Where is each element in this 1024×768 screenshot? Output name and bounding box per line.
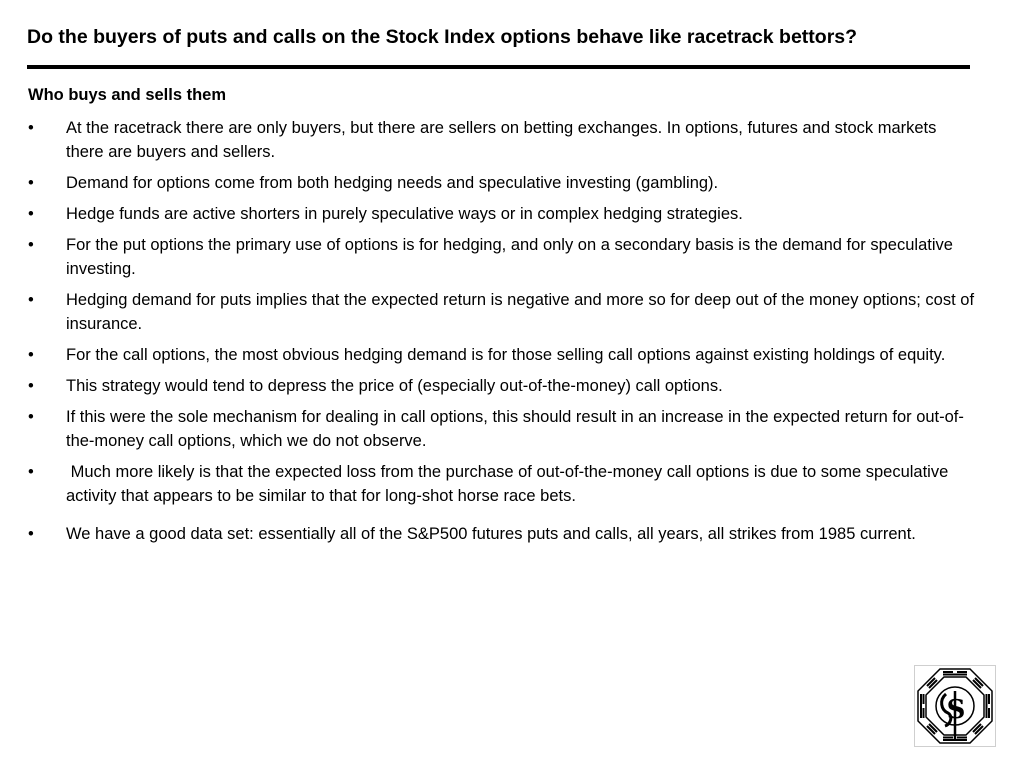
slide-title: Do the buyers of puts and calls on the Stock Index options behave like racetrack bettors?: [27, 26, 858, 48]
bullet-marker: •: [28, 463, 34, 481]
bullet-text: This strategy would tend to depress the price of (especially out-of-the-money) call options.: [66, 377, 723, 395]
bullet-marker: •: [28, 346, 34, 364]
bullet-text: For the put options the primary use of options is for hedging, and only on a secondary basis is the demand for speculative investing.: [66, 236, 958, 278]
bullet-text: We have a good data set: essentially all of the S&P500 futures puts and calls, all years, all strikes from 1985 current.: [66, 525, 916, 543]
bullet-marker: •: [28, 174, 34, 192]
bullet-text: Much more likely is that the expected loss from the purchase of out-of-the-money call options is due to some speculative activity that appears to be similar to that for long-shot horse race bets.: [66, 463, 953, 505]
bullet-item: [28, 405, 978, 453]
bullet-item: [28, 171, 978, 195]
bullet-text: Demand for options come from both hedging needs and speculative investing (gambling).: [66, 174, 719, 192]
bullet-marker: •: [28, 119, 34, 137]
bullet-text: At the racetrack there are only buyers, but there are sellers on betting exchanges. In options, futures and stock markets there are buyers and sellers.: [66, 119, 941, 161]
bullet-text: Hedge funds are active shorters in purely speculative ways or in complex hedging strategies.: [66, 205, 743, 223]
bullet-marker: •: [28, 377, 34, 395]
bullet-text: If this were the sole mechanism for dealing in call options, this should result in an increase in the expected return for out-of-the-money call options, which we do not observe.: [66, 408, 964, 450]
section-subheading: Who buys and sells them: [28, 86, 227, 104]
bullet-item: [28, 460, 978, 508]
octagon-s-logo-icon: [914, 665, 996, 747]
bullet-item: [28, 116, 978, 164]
bullet-item: [28, 233, 978, 281]
bullet-text: Hedging demand for puts implies that the expected return is negative and more so for deep out of the money options; cost of insurance.: [66, 291, 979, 333]
bullet-item: [28, 288, 978, 336]
bullet-text: For the call options, the most obvious hedging demand is for those selling call options against existing holdings of equity.: [66, 346, 946, 364]
bullet-item: [28, 522, 978, 546]
bullet-marker: •: [28, 525, 34, 543]
bullet-list: [28, 116, 978, 553]
bullet-marker: •: [28, 236, 34, 254]
title-divider: [27, 65, 970, 69]
bullet-marker: •: [28, 205, 34, 223]
bullet-marker: •: [28, 291, 34, 309]
bullet-item: [28, 374, 978, 398]
logo-glyph: S: [946, 695, 966, 725]
logo-graphic: [915, 666, 995, 746]
bullet-marker: •: [28, 408, 34, 426]
bullet-item: [28, 202, 978, 226]
bullet-item: [28, 343, 978, 367]
